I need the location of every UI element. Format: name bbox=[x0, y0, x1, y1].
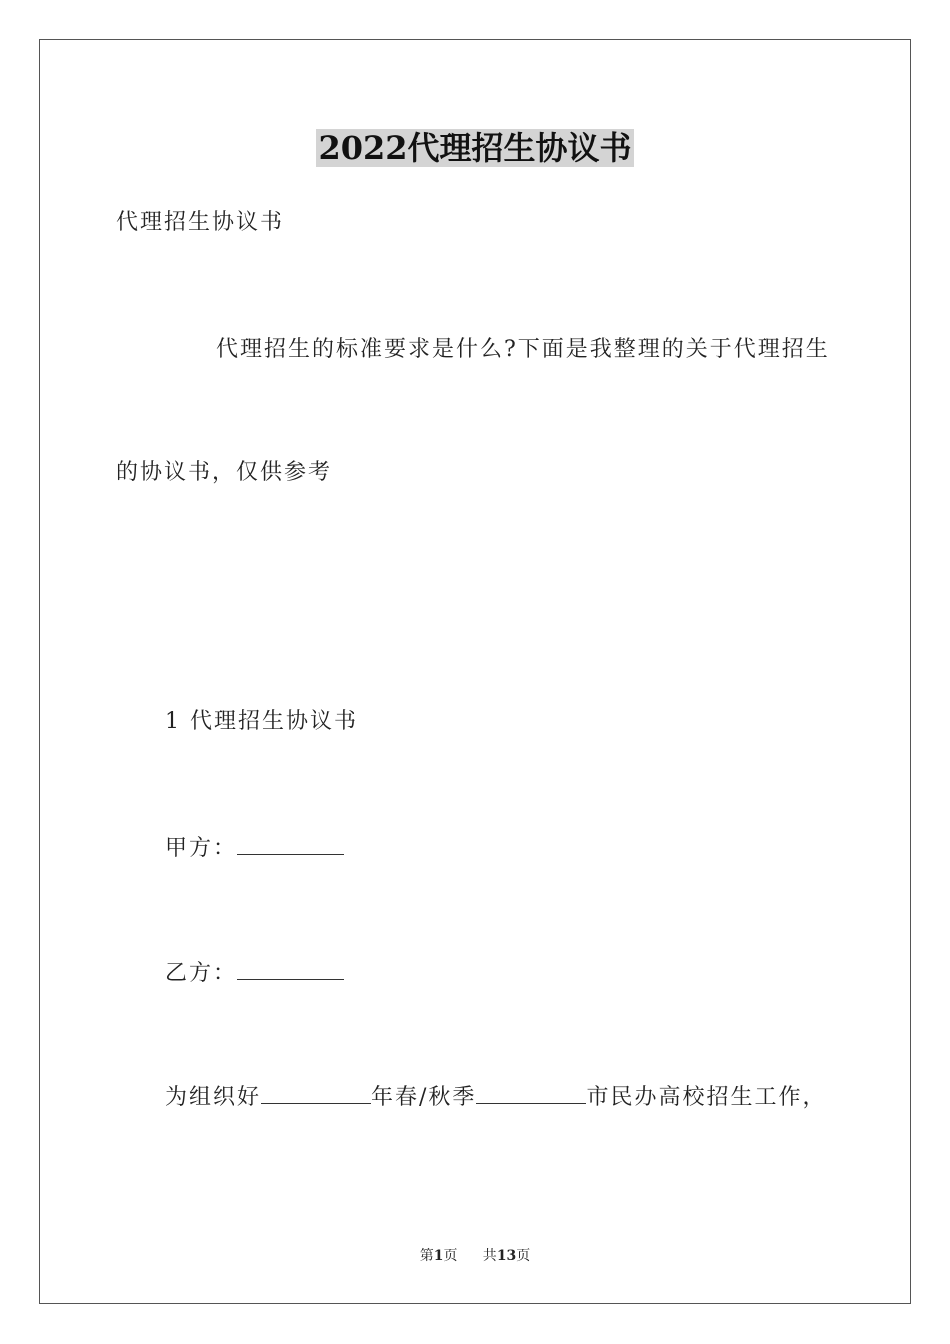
footer-page-number: 1 bbox=[433, 1248, 444, 1264]
party-a-blank bbox=[237, 832, 344, 855]
footer-total-pages: 13 bbox=[496, 1248, 517, 1264]
document-title bbox=[0, 126, 950, 170]
document-subtitle: 代理招生协议书 bbox=[116, 210, 285, 235]
year-blank bbox=[261, 1081, 371, 1104]
intro-paragraph-line-2: 的协议书，仅供参考 bbox=[116, 460, 333, 485]
document-title-text: 2022代理招生协议书 bbox=[318, 129, 632, 167]
intro-paragraph-line-1: 代理招生的标准要求是什么?下面是我整理的关于代理招生 bbox=[216, 337, 830, 362]
footer-page-suffix: 页 bbox=[516, 1248, 531, 1264]
body-suffix: 市民办高校招生工作， bbox=[586, 1085, 827, 1110]
party-b-blank bbox=[237, 957, 344, 980]
party-b-label: 乙方： bbox=[165, 961, 238, 986]
footer-page-prefix: 第 bbox=[419, 1248, 434, 1264]
section-heading: 1 代理招生协议书 bbox=[165, 709, 358, 734]
body-middle: 年春/秋季 bbox=[371, 1085, 477, 1110]
party-a-row bbox=[165, 832, 344, 864]
body-prefix: 为组织好 bbox=[165, 1085, 262, 1110]
body-paragraph-line bbox=[165, 1081, 826, 1113]
party-b-row bbox=[165, 957, 344, 989]
city-blank bbox=[476, 1081, 586, 1104]
footer-page-mid: 页 共 bbox=[443, 1248, 497, 1264]
party-a-label: 甲方： bbox=[165, 836, 238, 861]
page-footer bbox=[0, 1246, 950, 1266]
